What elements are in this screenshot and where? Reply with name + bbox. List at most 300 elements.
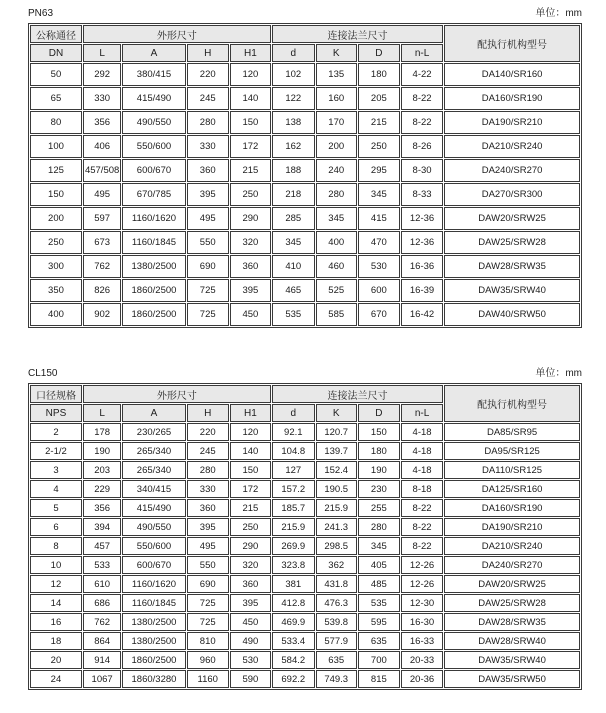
table-cell: 345 <box>316 207 357 230</box>
table-cell: 12 <box>30 575 82 593</box>
table-cell: 450 <box>230 613 271 631</box>
cl150-caption-row <box>28 368 582 380</box>
table-cell: 1860/3280 <box>122 670 185 688</box>
table-cell: 150 <box>30 183 82 206</box>
table-cell: 120 <box>230 423 271 441</box>
table-cell: 138 <box>272 111 315 134</box>
table-cell: 280 <box>316 183 357 206</box>
table-cell: 152.4 <box>316 461 357 479</box>
table-cell: 8-22 <box>401 537 443 555</box>
table-cell: 673 <box>83 231 121 254</box>
table-cell: 686 <box>83 594 121 612</box>
header-flange-dimensions-group: 连接法兰尺寸 <box>272 385 443 403</box>
table-cell: 102 <box>272 63 315 86</box>
table-row <box>30 183 580 206</box>
table-row <box>30 651 580 669</box>
table-cell: 535 <box>358 594 400 612</box>
table-cell: 80 <box>30 111 82 134</box>
table-cell: 16-42 <box>401 303 443 326</box>
table-cell: 140 <box>230 442 271 460</box>
header-nominal-diameter-group: 公称通径 <box>30 25 82 43</box>
table-cell: 280 <box>358 518 400 536</box>
table-cell: 215 <box>358 111 400 134</box>
table-cell: DAW28/SRW35 <box>444 255 580 278</box>
table-cell: DAW35/SRW40 <box>444 279 580 302</box>
table-cell: 395 <box>230 279 271 302</box>
table-cell: 290 <box>230 207 271 230</box>
table-cell: DA160/SR190 <box>444 87 580 110</box>
table-cell: 125 <box>30 159 82 182</box>
table-cell: 692.2 <box>272 670 315 688</box>
table-cell: 180 <box>358 63 400 86</box>
table-cell: 280 <box>187 461 229 479</box>
table-cell: 14 <box>30 594 82 612</box>
table-cell: 292 <box>83 63 121 86</box>
table-cell: 597 <box>83 207 121 230</box>
cl150-table-body <box>30 423 580 688</box>
table-cell: 8-33 <box>401 183 443 206</box>
table-cell: 150 <box>230 461 271 479</box>
header-outline-dimensions-group: 外形尺寸 <box>83 385 271 403</box>
table-cell: 1160/1620 <box>122 575 185 593</box>
table-cell: DAW35/SRW50 <box>444 670 580 688</box>
header-col-nl: n-L <box>401 44 443 62</box>
header-actuator-model: 配执行机构型号 <box>444 25 580 62</box>
table-cell: 530 <box>230 651 271 669</box>
table-cell: 20 <box>30 651 82 669</box>
table-cell: 157.2 <box>272 480 315 498</box>
table-cell: 690 <box>187 255 229 278</box>
table-cell: 16-39 <box>401 279 443 302</box>
table-cell: 1380/2500 <box>122 255 185 278</box>
table-cell: 1160/1620 <box>122 207 185 230</box>
table-row <box>30 423 580 441</box>
table-cell: DA140/SR160 <box>444 63 580 86</box>
header-col-dd: D <box>358 404 400 422</box>
table-cell: 330 <box>187 480 229 498</box>
table-cell: DA95/SR125 <box>444 442 580 460</box>
table-cell: 590 <box>230 670 271 688</box>
table-cell: 178 <box>83 423 121 441</box>
table-cell: 250 <box>30 231 82 254</box>
table-cell: 577.9 <box>316 632 357 650</box>
table-cell: 139.7 <box>316 442 357 460</box>
table-cell: DA270/SR300 <box>444 183 580 206</box>
table-cell: 395 <box>187 183 229 206</box>
table-cell: 550 <box>187 556 229 574</box>
table-caption-pn63: PN63 <box>28 8 54 19</box>
table-cell: 457/508 <box>83 159 121 182</box>
table-cell: 250 <box>358 135 400 158</box>
table-cell: 485 <box>358 575 400 593</box>
header-col-k: K <box>316 404 357 422</box>
table-cell: 120 <box>230 63 271 86</box>
table-cell: 245 <box>187 87 229 110</box>
header-bore-spec-group: 口径规格 <box>30 385 82 403</box>
table-row <box>30 575 580 593</box>
header-outline-dimensions-group: 外形尺寸 <box>83 25 271 43</box>
table-cell: 8-22 <box>401 518 443 536</box>
table-cell: 490/550 <box>122 111 185 134</box>
table-cell: 495 <box>83 183 121 206</box>
cl150-table <box>28 383 582 690</box>
table-cell: 1067 <box>83 670 121 688</box>
table-cell: 525 <box>316 279 357 302</box>
pn63-caption-row <box>28 8 582 20</box>
table-cell: 1860/2500 <box>122 279 185 302</box>
table-cell: 230/265 <box>122 423 185 441</box>
table-cell: 8-22 <box>401 499 443 517</box>
table-cell: 172 <box>230 480 271 498</box>
table-cell: DAW35/SRW40 <box>444 651 580 669</box>
table-row <box>30 632 580 650</box>
table-row <box>30 594 580 612</box>
table-cell: 12-26 <box>401 575 443 593</box>
pn63-table-header <box>30 25 580 62</box>
table-cell: 180 <box>358 442 400 460</box>
header-actuator-model: 配执行机构型号 <box>444 385 580 422</box>
table-cell: 1160/1845 <box>122 594 185 612</box>
table-cell: DA160/SR190 <box>444 499 580 517</box>
table-cell: 190 <box>83 442 121 460</box>
table-cell: 826 <box>83 279 121 302</box>
table-cell: DA190/SR210 <box>444 518 580 536</box>
table-cell: 320 <box>230 231 271 254</box>
header-flange-dimensions-group: 连接法兰尺寸 <box>272 25 443 43</box>
table-cell: 410 <box>272 255 315 278</box>
table-caption-cl150: CL150 <box>28 368 58 379</box>
table-cell: 20-36 <box>401 670 443 688</box>
table-cell: 670 <box>358 303 400 326</box>
table-cell: DA210/SR240 <box>444 537 580 555</box>
table-cell: 4 <box>30 480 82 498</box>
unit-label: 单位：mm <box>535 8 582 19</box>
table-cell: 320 <box>230 556 271 574</box>
table-cell: 595 <box>358 613 400 631</box>
table-cell: DAW20/SRW25 <box>444 207 580 230</box>
table-cell: 3 <box>30 461 82 479</box>
table-row <box>30 461 580 479</box>
table-row <box>30 207 580 230</box>
table-cell: DAW28/SRW40 <box>444 632 580 650</box>
table-cell: 2-1/2 <box>30 442 82 460</box>
header-col-nl: n-L <box>401 404 443 422</box>
table-row <box>30 480 580 498</box>
table-cell: 220 <box>187 423 229 441</box>
table-cell: 330 <box>187 135 229 158</box>
table-cell: 690 <box>187 575 229 593</box>
table-cell: 4-18 <box>401 442 443 460</box>
table-cell: 400 <box>30 303 82 326</box>
table-cell: 265/340 <box>122 461 185 479</box>
table-cell: 1860/2500 <box>122 303 185 326</box>
table-cell: 65 <box>30 87 82 110</box>
table-cell: 140 <box>230 87 271 110</box>
table-cell: 218 <box>272 183 315 206</box>
table-cell: 380/415 <box>122 63 185 86</box>
table-cell: 412.8 <box>272 594 315 612</box>
table-cell: 12-36 <box>401 231 443 254</box>
header-col-h: H <box>187 44 229 62</box>
table-cell: 4-18 <box>401 461 443 479</box>
table-cell: DA190/SR210 <box>444 111 580 134</box>
table-cell: 188 <box>272 159 315 182</box>
table-cell: 8-26 <box>401 135 443 158</box>
table-row <box>30 111 580 134</box>
table-cell: 539.8 <box>316 613 357 631</box>
table-cell: 406 <box>83 135 121 158</box>
table-row <box>30 63 580 86</box>
table-cell: 160 <box>316 87 357 110</box>
table-cell: 20-33 <box>401 651 443 669</box>
table-cell: 8-22 <box>401 111 443 134</box>
table-cell: DAW25/SRW28 <box>444 231 580 254</box>
cl150-section <box>28 368 582 690</box>
header-col-h1: H1 <box>230 404 271 422</box>
table-cell: 395 <box>230 594 271 612</box>
table-cell: 470 <box>358 231 400 254</box>
table-cell: 10 <box>30 556 82 574</box>
table-cell: 150 <box>358 423 400 441</box>
table-cell: 360 <box>230 575 271 593</box>
header-nps: NPS <box>30 404 82 422</box>
table-cell: 362 <box>316 556 357 574</box>
table-cell: 700 <box>358 651 400 669</box>
table-cell: 200 <box>30 207 82 230</box>
header-group-row <box>30 25 580 43</box>
table-row <box>30 670 580 688</box>
unit-label: 单位：mm <box>535 368 582 379</box>
table-cell: 255 <box>358 499 400 517</box>
table-cell: 240 <box>316 159 357 182</box>
table-cell: 120.7 <box>316 423 357 441</box>
table-cell: 220 <box>187 63 229 86</box>
table-cell: 914 <box>83 651 121 669</box>
table-cell: 415 <box>358 207 400 230</box>
table-cell: DA240/SR270 <box>444 556 580 574</box>
table-cell: 162 <box>272 135 315 158</box>
table-cell: 8-18 <box>401 480 443 498</box>
table-cell: 24 <box>30 670 82 688</box>
header-col-l: L <box>83 404 121 422</box>
table-cell: DAW20/SRW25 <box>444 575 580 593</box>
table-cell: 16 <box>30 613 82 631</box>
table-cell: 533 <box>83 556 121 574</box>
table-cell: 610 <box>83 575 121 593</box>
table-cell: 600/670 <box>122 159 185 182</box>
table-cell: 476.3 <box>316 594 357 612</box>
table-cell: 1380/2500 <box>122 613 185 631</box>
table-cell: 345 <box>272 231 315 254</box>
table-cell: 170 <box>316 111 357 134</box>
table-cell: 6 <box>30 518 82 536</box>
header-col-a: A <box>122 404 185 422</box>
table-cell: 405 <box>358 556 400 574</box>
table-cell: 490/550 <box>122 518 185 536</box>
header-group-row <box>30 385 580 403</box>
header-col-h1: H1 <box>230 44 271 62</box>
table-cell: 395 <box>187 518 229 536</box>
header-col-d: d <box>272 404 315 422</box>
header-col-h: H <box>187 404 229 422</box>
table-cell: 762 <box>83 255 121 278</box>
table-cell: 340/415 <box>122 480 185 498</box>
table-cell: 172 <box>230 135 271 158</box>
table-row <box>30 556 580 574</box>
header-col-d: d <box>272 44 315 62</box>
table-cell: 104.8 <box>272 442 315 460</box>
table-cell: 245 <box>187 442 229 460</box>
table-cell: 330 <box>83 87 121 110</box>
table-cell: 670/785 <box>122 183 185 206</box>
pn63-table <box>28 23 582 328</box>
table-cell: 323.8 <box>272 556 315 574</box>
table-cell: 345 <box>358 537 400 555</box>
table-cell: 360 <box>230 255 271 278</box>
table-cell: 290 <box>230 537 271 555</box>
table-cell: 356 <box>83 499 121 517</box>
table-cell: 725 <box>187 303 229 326</box>
table-cell: 864 <box>83 632 121 650</box>
table-cell: DA110/SR125 <box>444 461 580 479</box>
table-cell: 350 <box>30 279 82 302</box>
pn63-section <box>28 8 582 328</box>
cl150-table-header <box>30 385 580 422</box>
table-cell: 8-22 <box>401 87 443 110</box>
table-row <box>30 518 580 536</box>
header-col-k: K <box>316 44 357 62</box>
table-cell: 280 <box>187 111 229 134</box>
table-cell: 1160 <box>187 670 229 688</box>
table-cell: 92.1 <box>272 423 315 441</box>
table-cell: 469.9 <box>272 613 315 631</box>
table-cell: 2 <box>30 423 82 441</box>
table-cell: 8 <box>30 537 82 555</box>
pn63-table-body <box>30 63 580 326</box>
table-cell: 300 <box>30 255 82 278</box>
table-cell: 230 <box>358 480 400 498</box>
table-cell: 5 <box>30 499 82 517</box>
table-cell: 4-22 <box>401 63 443 86</box>
table-row <box>30 159 580 182</box>
table-cell: 465 <box>272 279 315 302</box>
table-cell: 298.5 <box>316 537 357 555</box>
table-cell: 460 <box>316 255 357 278</box>
table-cell: 1160/1845 <box>122 231 185 254</box>
table-cell: 415/490 <box>122 87 185 110</box>
table-cell: 381 <box>272 575 315 593</box>
table-cell: 16-36 <box>401 255 443 278</box>
table-cell: DAW28/SRW35 <box>444 613 580 631</box>
table-cell: 295 <box>358 159 400 182</box>
table-row <box>30 537 580 555</box>
table-cell: 360 <box>187 499 229 517</box>
table-cell: 18 <box>30 632 82 650</box>
table-cell: DA240/SR270 <box>444 159 580 182</box>
table-cell: 635 <box>358 632 400 650</box>
table-cell: 550 <box>187 231 229 254</box>
table-cell: 815 <box>358 670 400 688</box>
table-cell: 400 <box>316 231 357 254</box>
table-cell: 600 <box>358 279 400 302</box>
table-cell: DA210/SR240 <box>444 135 580 158</box>
table-cell: 725 <box>187 594 229 612</box>
table-cell: 265/340 <box>122 442 185 460</box>
table-row <box>30 303 580 326</box>
table-cell: 450 <box>230 303 271 326</box>
table-cell: DA125/SR160 <box>444 480 580 498</box>
table-cell: 550/600 <box>122 135 185 158</box>
table-cell: 495 <box>187 537 229 555</box>
table-cell: 1860/2500 <box>122 651 185 669</box>
table-cell: 749.3 <box>316 670 357 688</box>
table-cell: 762 <box>83 613 121 631</box>
table-cell: 584.2 <box>272 651 315 669</box>
table-cell: 600/670 <box>122 556 185 574</box>
table-cell: 550/600 <box>122 537 185 555</box>
table-cell: 960 <box>187 651 229 669</box>
table-cell: DA85/SR95 <box>444 423 580 441</box>
table-cell: 360 <box>187 159 229 182</box>
table-row <box>30 499 580 517</box>
header-col-l: L <box>83 44 121 62</box>
table-row <box>30 279 580 302</box>
table-cell: 810 <box>187 632 229 650</box>
table-cell: 215 <box>230 499 271 517</box>
table-cell: 190 <box>358 461 400 479</box>
table-cell: 495 <box>187 207 229 230</box>
table-cell: 205 <box>358 87 400 110</box>
table-cell: 122 <box>272 87 315 110</box>
table-cell: 12-26 <box>401 556 443 574</box>
table-cell: 635 <box>316 651 357 669</box>
table-cell: 200 <box>316 135 357 158</box>
table-cell: 8-30 <box>401 159 443 182</box>
table-cell: 356 <box>83 111 121 134</box>
table-cell: 533.4 <box>272 632 315 650</box>
table-cell: 16-30 <box>401 613 443 631</box>
table-cell: 150 <box>230 111 271 134</box>
table-row <box>30 613 580 631</box>
table-cell: 190.5 <box>316 480 357 498</box>
header-dn: DN <box>30 44 82 62</box>
table-cell: 394 <box>83 518 121 536</box>
table-cell: 535 <box>272 303 315 326</box>
table-cell: 490 <box>230 632 271 650</box>
table-row <box>30 442 580 460</box>
table-cell: 431.8 <box>316 575 357 593</box>
table-cell: 50 <box>30 63 82 86</box>
table-cell: 203 <box>83 461 121 479</box>
table-cell: 16-33 <box>401 632 443 650</box>
table-cell: 12-30 <box>401 594 443 612</box>
table-cell: 725 <box>187 613 229 631</box>
table-cell: 345 <box>358 183 400 206</box>
table-cell: DAW25/SRW28 <box>444 594 580 612</box>
table-cell: 725 <box>187 279 229 302</box>
table-cell: 185.7 <box>272 499 315 517</box>
table-row <box>30 231 580 254</box>
table-cell: 1380/2500 <box>122 632 185 650</box>
header-col-a: A <box>122 44 185 62</box>
table-cell: 215.9 <box>272 518 315 536</box>
header-col-dd: D <box>358 44 400 62</box>
table-cell: 135 <box>316 63 357 86</box>
table-cell: 127 <box>272 461 315 479</box>
table-cell: 229 <box>83 480 121 498</box>
table-cell: DAW40/SRW50 <box>444 303 580 326</box>
table-cell: 250 <box>230 518 271 536</box>
